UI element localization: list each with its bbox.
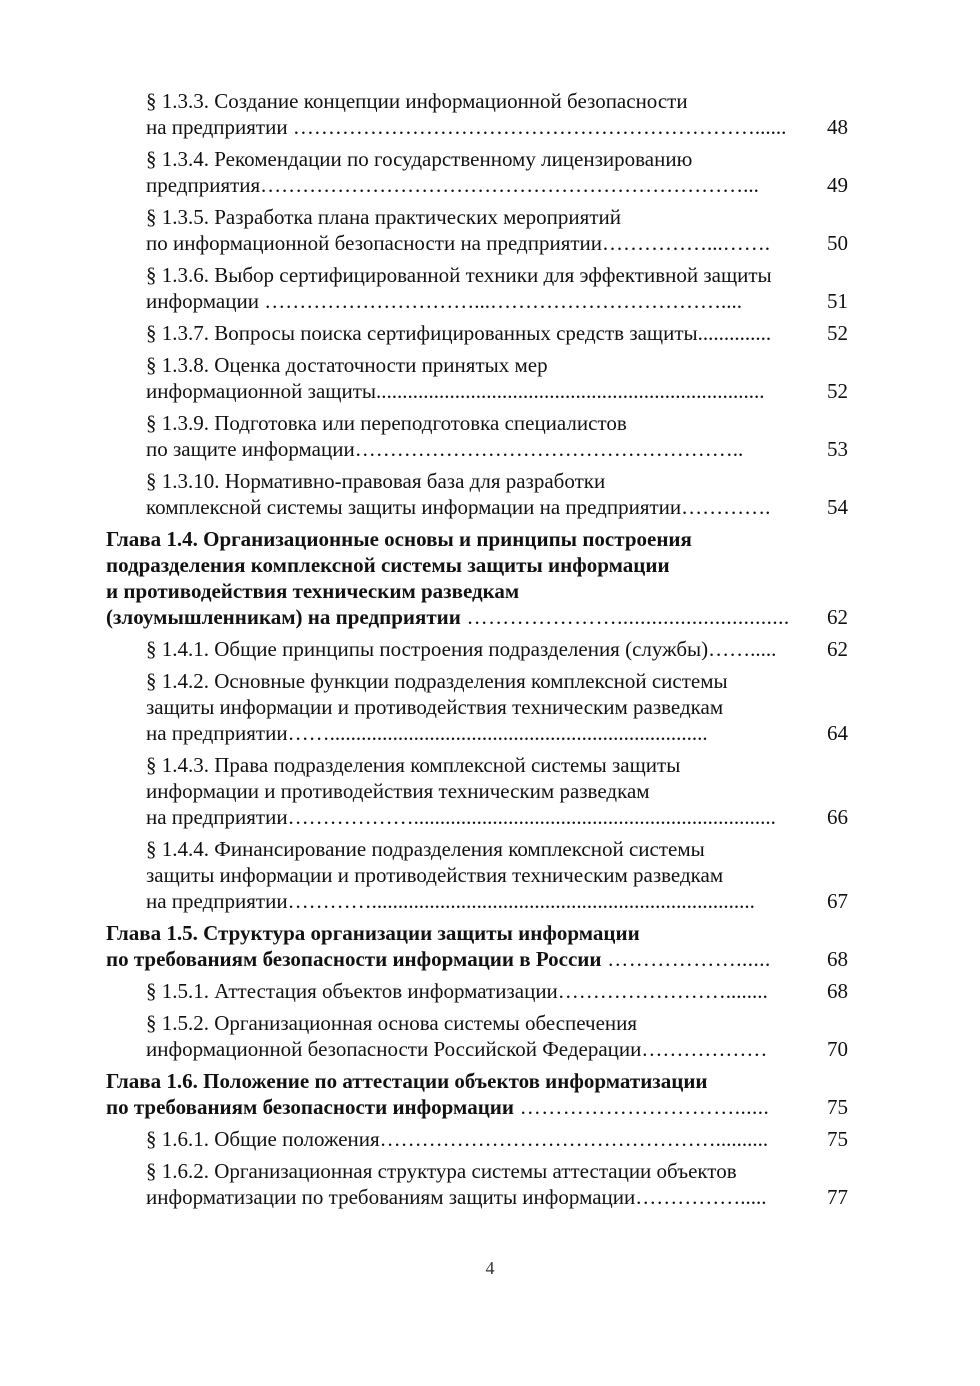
dot-leader: …………………………...... — [514, 1095, 770, 1119]
toc-page-number: 52 — [827, 379, 848, 403]
toc-chapter-entry[interactable] — [0, 526, 980, 630]
toc-entry-line-text: по требованиям безопасности информации — [106, 1095, 514, 1119]
toc-entry-line: § 1.3.8. Оценка достаточности принятых мер — [146, 353, 548, 377]
toc-entry-line: информационной безопасности Российской Федерации……………… — [146, 1037, 768, 1061]
toc-entry-line: предприятия……………………………………………………………... — [146, 173, 759, 197]
toc-page-number: 67 — [827, 889, 848, 913]
toc-entry-line: § 1.3.9. Подготовка или переподготовка специалистов — [146, 411, 627, 435]
toc-entry-line: на предприятии………………..................................................................... — [146, 805, 776, 829]
toc-entry-line: § 1.4.4. Финансирование подразделения комплексной системы — [146, 837, 705, 861]
dot-leader: ………………….............................. — [460, 605, 790, 629]
toc-entry-line: § 1.4.2. Основные функции подразделения комплексной системы — [146, 669, 728, 693]
toc-entry-line: на предприятии……........................................................................ — [146, 721, 708, 745]
toc-entry-line: § 1.6.1. Общие положения………………………………………….......... — [146, 1127, 769, 1151]
toc-entry-line: § 1.3.7. Вопросы поиска сертифицированных средств защиты.............. — [146, 321, 772, 345]
toc-entry-line: информации …………………………...…………………………….... — [146, 289, 742, 313]
toc-entry-line: § 1.6.2. Организационная структура системы аттестации объектов — [146, 1159, 737, 1183]
toc-entry-line: комплексной системы защиты информации на предприятии…………. — [146, 495, 771, 519]
toc-section-entry[interactable] — [0, 262, 980, 314]
toc-page-number: 52 — [827, 321, 848, 345]
toc-section-entry[interactable] — [0, 204, 980, 256]
toc-entry-line: информатизации по требованиям защиты информации……………..... — [146, 1185, 767, 1209]
toc-entry-line: по защите информации……………………………………………….. — [146, 437, 744, 461]
toc-entry-line: информации и противодействия техническим разведкам — [146, 779, 650, 803]
toc-entry-line: § 1.3.3. Создание концепции информационной безопасности — [146, 89, 688, 113]
toc-page-number: 53 — [827, 437, 848, 461]
toc-section-entry[interactable] — [0, 978, 980, 1004]
dot-leader: ………………...... — [601, 947, 771, 971]
page-number-footer: 4 — [485, 1258, 495, 1278]
toc-section-entry[interactable] — [0, 468, 980, 520]
toc-section-entry[interactable] — [0, 752, 980, 830]
toc-entry-line: подразделения комплексной системы защиты информации — [106, 553, 670, 577]
toc-entry-line: Глава 1.6. Положение по аттестации объектов информатизации — [106, 1069, 708, 1093]
toc-page-number: 62 — [827, 637, 848, 661]
toc-entry-line: защиты информации и противодействия техническим разведкам — [146, 863, 724, 887]
toc-page-number: 54 — [827, 495, 848, 519]
toc-section-entry[interactable] — [0, 352, 980, 404]
toc-entry-line: § 1.3.5. Разработка плана практических мероприятий — [146, 205, 621, 229]
toc-section-entry[interactable] — [0, 668, 980, 746]
toc-section-entry[interactable] — [0, 1126, 980, 1152]
toc-page-number: 66 — [827, 805, 848, 829]
toc-entry-line: § 1.4.3. Права подразделения комплексной системы защиты — [146, 753, 681, 777]
toc-section-entry[interactable] — [0, 320, 980, 346]
toc-page-number: 70 — [827, 1037, 848, 1061]
toc-section-entry[interactable] — [0, 146, 980, 198]
toc-chapter-entry[interactable] — [0, 1068, 980, 1120]
toc-entry-line: § 1.3.10. Нормативно-правовая база для разработки — [146, 469, 606, 493]
toc-section-entry[interactable] — [0, 636, 980, 662]
toc-entry-line: Глава 1.5. Структура организации защиты информации — [106, 921, 640, 945]
toc-section-entry[interactable] — [0, 1010, 980, 1062]
toc-page-number: 77 — [827, 1185, 848, 1209]
toc-section-entry[interactable] — [0, 1158, 980, 1210]
toc-page-number: 49 — [827, 173, 848, 197]
toc-entry-line-text: (злоумышленникам) на предприятии — [106, 605, 461, 629]
toc-page-number: 64 — [827, 721, 848, 745]
table-of-contents — [0, 88, 980, 1216]
toc-entry-line: § 1.4.1. Общие принципы построения подразделения (службы)……..... — [146, 637, 777, 661]
toc-chapter-entry[interactable] — [0, 920, 980, 972]
toc-entry-line: § 1.5.2. Организационная основа системы обеспечения — [146, 1011, 638, 1035]
toc-entry-line: § 1.3.6. Выбор сертифицированной техники для эффективной защиты — [146, 263, 772, 287]
toc-page-number: 48 — [827, 115, 848, 139]
toc-entry-line: на предприятии …………………………………………………………...... — [146, 115, 787, 139]
toc-page-number: 75 — [827, 1095, 848, 1119]
toc-entry-line: защиты информации и противодействия техническим разведкам — [146, 695, 724, 719]
toc-section-entry[interactable] — [0, 410, 980, 462]
toc-page-number: 50 — [827, 231, 848, 255]
toc-entry-line: § 1.3.4. Рекомендации по государственному лицензированию — [146, 147, 693, 171]
toc-page-number: 68 — [827, 979, 848, 1003]
toc-page-number: 75 — [827, 1127, 848, 1151]
toc-entry-line: по информационной безопасности на предприятии……………...……. — [146, 231, 771, 255]
toc-entry-line: на предприятии…………......................................................................... — [146, 889, 755, 913]
toc-entry-line: и противодействия техническим разведкам — [106, 579, 520, 603]
toc-entry-line: информационной защиты.......................................................................... — [146, 379, 765, 403]
toc-entry-line: Глава 1.4. Организационные основы и принципы построения — [106, 527, 692, 551]
toc-entry-line: § 1.5.1. Аттестация объектов информатизации……………………........ — [146, 979, 768, 1003]
toc-section-entry[interactable] — [0, 836, 980, 914]
toc-entry-line-text: по требованиям безопасности информации в России — [106, 947, 602, 971]
toc-page-number: 51 — [827, 289, 848, 313]
toc-page-number: 68 — [827, 947, 848, 971]
toc-section-entry[interactable] — [0, 88, 980, 140]
toc-page-number: 62 — [827, 605, 848, 629]
